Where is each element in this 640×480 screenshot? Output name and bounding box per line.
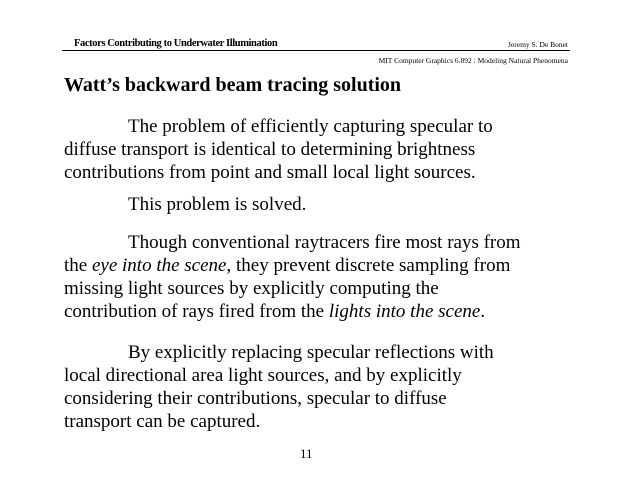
page-number: 11 (300, 446, 313, 461)
paragraph-1 (64, 115, 584, 184)
header-divider (62, 50, 570, 51)
text-run: . (480, 301, 486, 322)
paragraph-2 (64, 193, 584, 216)
paragraph-line: local directional area light sources, and by explicitly (64, 365, 462, 386)
text-run: , they prevent discrete sampling from (226, 255, 511, 276)
paragraph-3 (64, 231, 584, 323)
paragraph-line: missing light sources by explicitly computing the (64, 278, 439, 299)
slide-heading: Watt’s backward beam tracing solution (64, 74, 402, 96)
emphasis-lights-into-scene: lights into the scene (328, 301, 481, 322)
header-author: Jeremy S. De Bonet (508, 40, 568, 49)
paragraph-line: The problem of efficiently capturing specular to (128, 116, 493, 137)
paragraph-4 (64, 341, 584, 433)
header-title: Factors Contributing to Underwater Illumination (74, 38, 278, 49)
paragraph-line: contributions from point and small local light sources. (64, 162, 476, 183)
text-run: the (64, 255, 92, 276)
paragraph-line: transport can be captured. (64, 411, 261, 432)
paragraph-line: considering their contributions, specular to diffuse (64, 388, 447, 409)
paragraph-line: diffuse transport is identical to determining brightness (64, 139, 476, 160)
header-course: MIT Computer Graphics 6.892 : Modeling Natural Phenomena (378, 56, 568, 65)
paragraph-line: This problem is solved. (128, 194, 307, 215)
text-run: contribution of rays fired from the (64, 301, 329, 322)
paragraph-line (64, 300, 584, 323)
paragraph-line (64, 254, 584, 277)
paragraph-line: Though conventional raytracers fire most rays from (128, 232, 521, 253)
paragraph-line: By explicitly replacing specular reflections with (128, 342, 494, 363)
emphasis-eye-into-scene: eye into the scene (91, 255, 227, 276)
